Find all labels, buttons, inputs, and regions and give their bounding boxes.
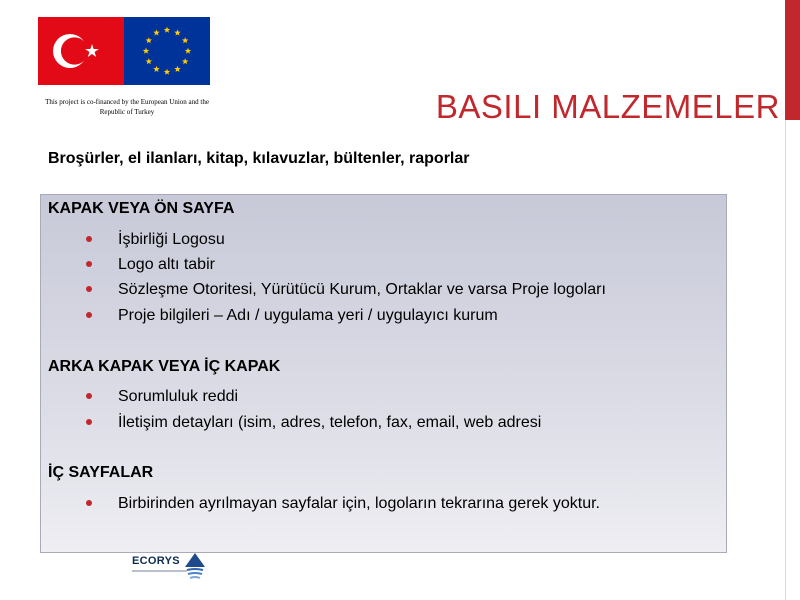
section-heading-front-cover: KAPAK VEYA ÖN SAYFA xyxy=(48,200,235,217)
eu-star-icon xyxy=(174,66,180,72)
eu-star-icon xyxy=(143,48,149,54)
eu-star-icon xyxy=(146,37,152,43)
bullet-dot xyxy=(86,261,92,267)
ecorys-mark-icon xyxy=(184,552,206,582)
bullet-dot xyxy=(86,236,92,242)
cofinance-line-2: Republic of Turkey xyxy=(99,108,155,116)
section-heading-inner-pages: İÇ SAYFALAR xyxy=(48,464,154,481)
divider-line xyxy=(785,120,786,600)
turkey-flag-icon xyxy=(38,17,124,85)
ecorys-logo-name: ECORYS xyxy=(132,555,180,567)
bullet-dot xyxy=(86,419,92,425)
bullet-dot xyxy=(86,312,92,318)
eu-star-icon xyxy=(182,58,188,64)
bullet-dot xyxy=(86,393,92,399)
eu-flag-icon xyxy=(124,17,210,85)
eu-star-icon xyxy=(164,27,170,33)
eu-star-icon xyxy=(185,48,191,54)
accent-bar xyxy=(785,0,800,120)
bullet-dot xyxy=(86,500,92,506)
eu-star-icon xyxy=(153,66,159,72)
section-heading-back-cover: ARKA KAPAK VEYA İÇ KAPAK xyxy=(48,358,281,375)
content-box: KAPAK VEYA ÖN SAYFA İşbirliği Logosu Logo altı tabir Sözleşme Otoritesi, Yürütücü Kurum, Ortaklar ve varsa Proje logoları Proje bilgileri – Adı / uygulama yeri / uygulayıcı kurum ARKA KAPAK VEYA İÇ KAPAK Sorumluluk reddi İletişim detayları (isim, adres, telefon, fax, email, web adresi İÇ SAYFALAR Birbirinden ayrılmayan sayfalar için, logoların tekrarına gerek yoktur. xyxy=(40,194,727,553)
page-title: BASILI MALZEMELER xyxy=(435,88,780,125)
eu-star-icon xyxy=(153,29,159,35)
cofinance-line-1: This project is co-financed by the European Union and the xyxy=(45,98,209,106)
eu-star-icon xyxy=(146,58,152,64)
eu-star-icon xyxy=(174,29,180,35)
bullet-dot xyxy=(86,286,92,292)
cofinance-note xyxy=(22,97,232,117)
right-accent-strip xyxy=(785,0,800,600)
ecorys-logo-subline xyxy=(132,570,187,572)
subtitle: Broşürler, el ilanları, kitap, kılavuzlar, bültenler, raporlar xyxy=(48,150,470,167)
eu-star-icon xyxy=(164,69,170,75)
eu-star-icon xyxy=(182,37,188,43)
ecorys-logo-icon xyxy=(132,552,212,586)
